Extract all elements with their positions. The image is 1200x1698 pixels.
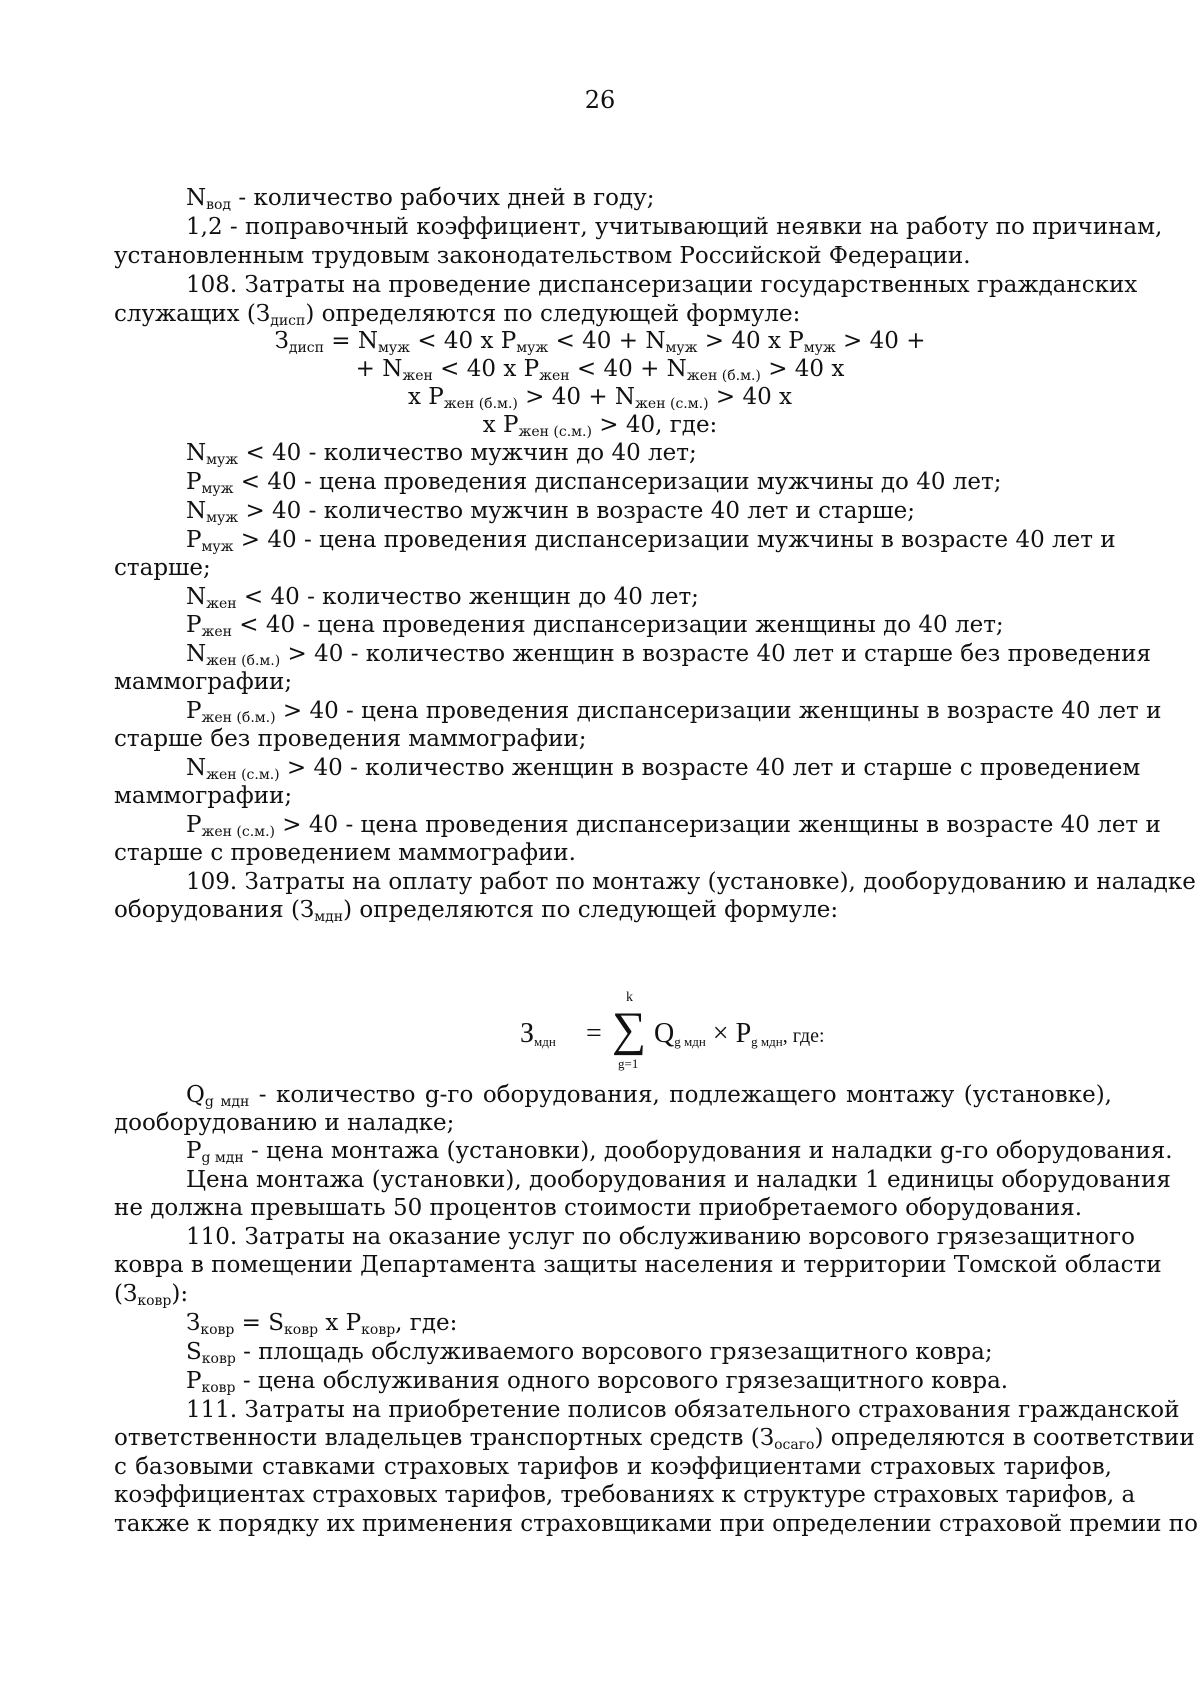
text-line: $(З_{ковр})$: (114, 1281, 189, 1309)
formula-line: $З_{дисп} = N_{муж} < 40$ х $P_{муж} < 40 + N_{муж} > 40$ х $P_{муж} > 40$ + (274, 328, 926, 356)
definition-line: $N_{муж} > 40$ - количество мужчин в возрасте 40 лет и старше; (186, 498, 915, 526)
definition-line: $P_{жен (с.м.)} > 40$ - цена проведения диспансеризации женщины в возрасте 40 лет и (186, 812, 1161, 840)
text-line: маммографии; (114, 783, 293, 809)
definition-line: $P_{жен} < 40$ - цена проведения диспансеризации женщины до 40 лет; (186, 612, 1004, 640)
formula-lhs: $З_{мдн}$ (520, 1018, 556, 1049)
text-line: старше без проведения маммографии; (114, 726, 587, 752)
text-line: служащих $(З_{дисп})$ определяются по следующей формуле: (114, 301, 801, 329)
text-line: Цена монтажа (установки), дооборудования и наладки 1 единицы оборудования (186, 1167, 1171, 1193)
text-line: ковра в помещении Департамента защиты населения и территории Томской области (114, 1252, 1162, 1278)
definition-line: $N_{жен (б.м.)} > 40$ - количество женщин в возрасте 40 лет и старше без проведения (186, 641, 1152, 669)
definition-line: $N_{жен} < 40$ - количество женщин до 40 лет; (186, 584, 699, 612)
sigma-symbol: ∑ (612, 1003, 647, 1056)
text-line: старше с проведением маммографии. (114, 840, 576, 866)
text-line: коэффициентах страховых тарифов, требованиях к структуре страховых тарифов, а (114, 1482, 1136, 1508)
equals-sign: = (586, 1018, 602, 1049)
definition-line: $P_{ковр}$ - цена обслуживания одного ворсового грязезащитного ковра. (186, 1368, 1009, 1396)
text-line: старше; (114, 555, 211, 581)
text-line: с базовыми ставками страховых тарифов и коэффициентами страховых тарифов, (114, 1454, 1112, 1480)
text-line: $N_{вод}$ - количество рабочих дней в году; (186, 185, 655, 213)
sum-upper-limit: k (626, 990, 633, 1005)
text-line: также к порядку их применения страховщиками при определении страховой премии по (114, 1511, 1198, 1537)
definition-line: $P_{муж} < 40$ - цена проведения диспансеризации мужчины до 40 лет; (186, 469, 1002, 497)
text-line: не должна превышать 50 процентов стоимости приобретаемого оборудования. (114, 1195, 1083, 1221)
text-line: маммографии; (114, 669, 293, 695)
formula-line: $З_{ковр} = S_{ковр}$ х $P_{ковр}$, где: (186, 1310, 458, 1338)
formula-line: х $P_{жен (с.м.)} > 40$, где: (482, 412, 718, 440)
paragraph-110: 110. Затраты на оказание услуг по обслуживанию ворсового грязезащитного (186, 1224, 1135, 1250)
text-line: оборудования $(З_{мдн})$ определяются по следующей формуле: (114, 897, 839, 925)
sum-lower-limit: g=1 (618, 1056, 639, 1071)
page-number: 26 (584, 86, 616, 114)
definition-line: $N_{жен (с.м.)} > 40$ - количество женщин в возрасте 40 лет и старше с проведением (186, 755, 1141, 783)
paragraph-108: 108. Затраты на проведение диспансеризации государственных гражданских (186, 272, 1138, 298)
formula-line: + $N_{жен} < 40$ х $P_{жен} < 40 + N_{жен (б.м.)} > 40$ х (355, 356, 845, 384)
text-line: дооборудованию и наладке; (114, 1110, 455, 1136)
text-line: ответственности владельцев транспортных средств $(З_{осаго})$ определяются в соответствии (114, 1425, 1195, 1453)
paragraph-111: 111. Затраты на приобретение полисов обязательного страхования гражданской (186, 1397, 1180, 1423)
definition-line: $Q_{g мдн}$ - количество g-го оборудования, подлежащего монтажу (установке), (186, 1082, 1112, 1110)
text-line: 1,2 - поправочный коэффициент, учитывающий неявки на работу по причинам, (186, 214, 1163, 240)
summation-formula (520, 990, 840, 1071)
definition-line: $P_{муж} > 40$ - цена проведения диспансеризации мужчины в возрасте 40 лет и (186, 527, 1116, 555)
definition-line: $N_{муж} < 40$ - количество мужчин до 40 лет; (186, 440, 697, 468)
definition-line: $P_{жен (б.м.)} > 40$ - цена проведения диспансеризации женщины в возрасте 40 лет и (186, 698, 1162, 726)
paragraph-109: 109. Затраты на оплату работ по монтажу (установке), дооборудованию и наладке (186, 869, 1196, 895)
definition-line: $S_{ковр}$ - площадь обслуживаемого ворсового грязезащитного ковра; (186, 1339, 993, 1367)
formula-rhs: $Q_{g мдн} \times P_{g мдн}$, где: (654, 1018, 825, 1049)
formula-line: х $P_{жен (б.м.)} > 40 + N_{жен (с.м.)} > 40$ х (408, 384, 792, 412)
definition-line: $P_{g мдн}$ - цена монтажа (установки), дооборудования и наладки g-го оборудования. (186, 1138, 1173, 1166)
text-line: установленным трудовым законодательством Российской Федерации. (114, 243, 971, 269)
